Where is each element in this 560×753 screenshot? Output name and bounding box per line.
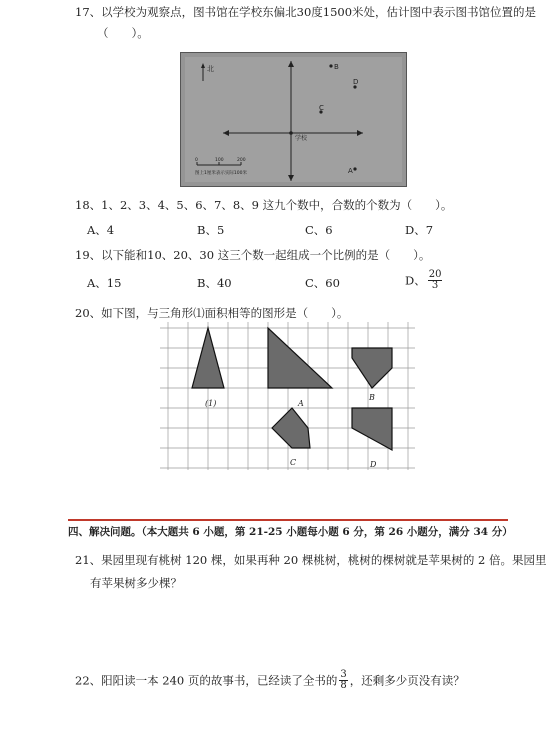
q19-option-d-prefix: D、 <box>405 273 426 288</box>
q22-text <box>75 670 465 691</box>
shape-label-d: D <box>370 460 377 469</box>
q17-line1: 17、以学校为观察点，图书馆在学校东偏北30度1500米处，估计图中表示图书馆位置的是 <box>75 5 537 19</box>
q22-fraction <box>339 670 347 691</box>
map-label-c: C <box>319 104 324 112</box>
map-label-b: B <box>334 63 339 71</box>
q18-option-c[interactable]: C、6 <box>305 223 333 237</box>
shape-triangle-1 <box>192 328 224 388</box>
map-point-b <box>329 64 332 67</box>
q18-text: 18、1、2、3、4、5、6、7、8、9 这九个数中，合数的个数为（ ）。 <box>75 198 453 212</box>
q18-option-a[interactable]: A、4 <box>87 223 115 237</box>
north-label: 北 <box>207 65 214 73</box>
q20-grid-figure <box>160 322 415 470</box>
q21-line2: 有苹果树多少棵？ <box>90 576 182 590</box>
shape-label-c: C <box>290 458 297 467</box>
q19-option-d[interactable] <box>405 270 444 291</box>
section-divider <box>68 519 508 521</box>
scale-caption: 图上1厘米表示实际100米 <box>195 171 247 176</box>
q22-prefix: 22、阳阳读一本 240 页的故事书，已经读了全书的 <box>75 673 338 688</box>
map-label-d: D <box>353 78 359 86</box>
grid-lines <box>160 322 415 470</box>
map-svg <box>181 53 406 186</box>
q19-option-b[interactable]: B、40 <box>197 276 232 290</box>
school-point <box>289 131 293 135</box>
scale-tick-0: 0 <box>195 158 198 163</box>
shape-b <box>352 348 392 388</box>
q22-suffix: ，还剩多少页没有读？ <box>349 673 465 688</box>
shape-a <box>268 328 332 388</box>
fraction-denominator: 3 <box>431 280 439 291</box>
section-4-title: 四、解决问题。（本大题共 6 小题，第 21-25 小题每小题 6 分，第 26 小题分，满分 34 分） <box>68 526 513 538</box>
fraction-numerator: 3 <box>340 669 347 680</box>
q18-option-d[interactable]: D、7 <box>405 223 434 237</box>
scale-tick-1: 100 <box>215 158 224 163</box>
grid-svg <box>160 322 415 470</box>
shape-c <box>272 408 310 448</box>
q19-option-d-fraction <box>428 270 443 291</box>
q20-text: 20、如下图，与三角形⑴面积相等的图形是（ ）。 <box>75 306 349 320</box>
q19-option-a[interactable]: A、15 <box>87 276 122 290</box>
q19-text: 19、以下能和10、20、30 这三个数一起组成一个比例的是（ ）。 <box>75 248 431 262</box>
shape-label-1: (1) <box>205 399 217 408</box>
shape-label-b: B <box>369 393 375 402</box>
q21-line1: 21、果园里现有桃树 120 棵，如果再种 20 棵桃树，桃树的棵树就是苹果树的 2 倍。果园里 <box>75 553 547 567</box>
shape-label-a: A <box>298 399 304 408</box>
map-figure <box>180 52 407 187</box>
q19-option-c[interactable]: C、60 <box>305 276 340 290</box>
map-label-a: A <box>348 167 353 175</box>
school-label: 学校 <box>295 135 308 142</box>
fraction-denominator: 8 <box>340 680 347 691</box>
shape-d <box>352 408 392 450</box>
map-point-a <box>353 167 356 170</box>
scale-tick-2: 200 <box>237 158 246 163</box>
q18-option-b[interactable]: B、5 <box>197 223 225 237</box>
fraction-numerator: 20 <box>428 269 442 280</box>
q17-line2: （ ）。 <box>97 26 149 40</box>
